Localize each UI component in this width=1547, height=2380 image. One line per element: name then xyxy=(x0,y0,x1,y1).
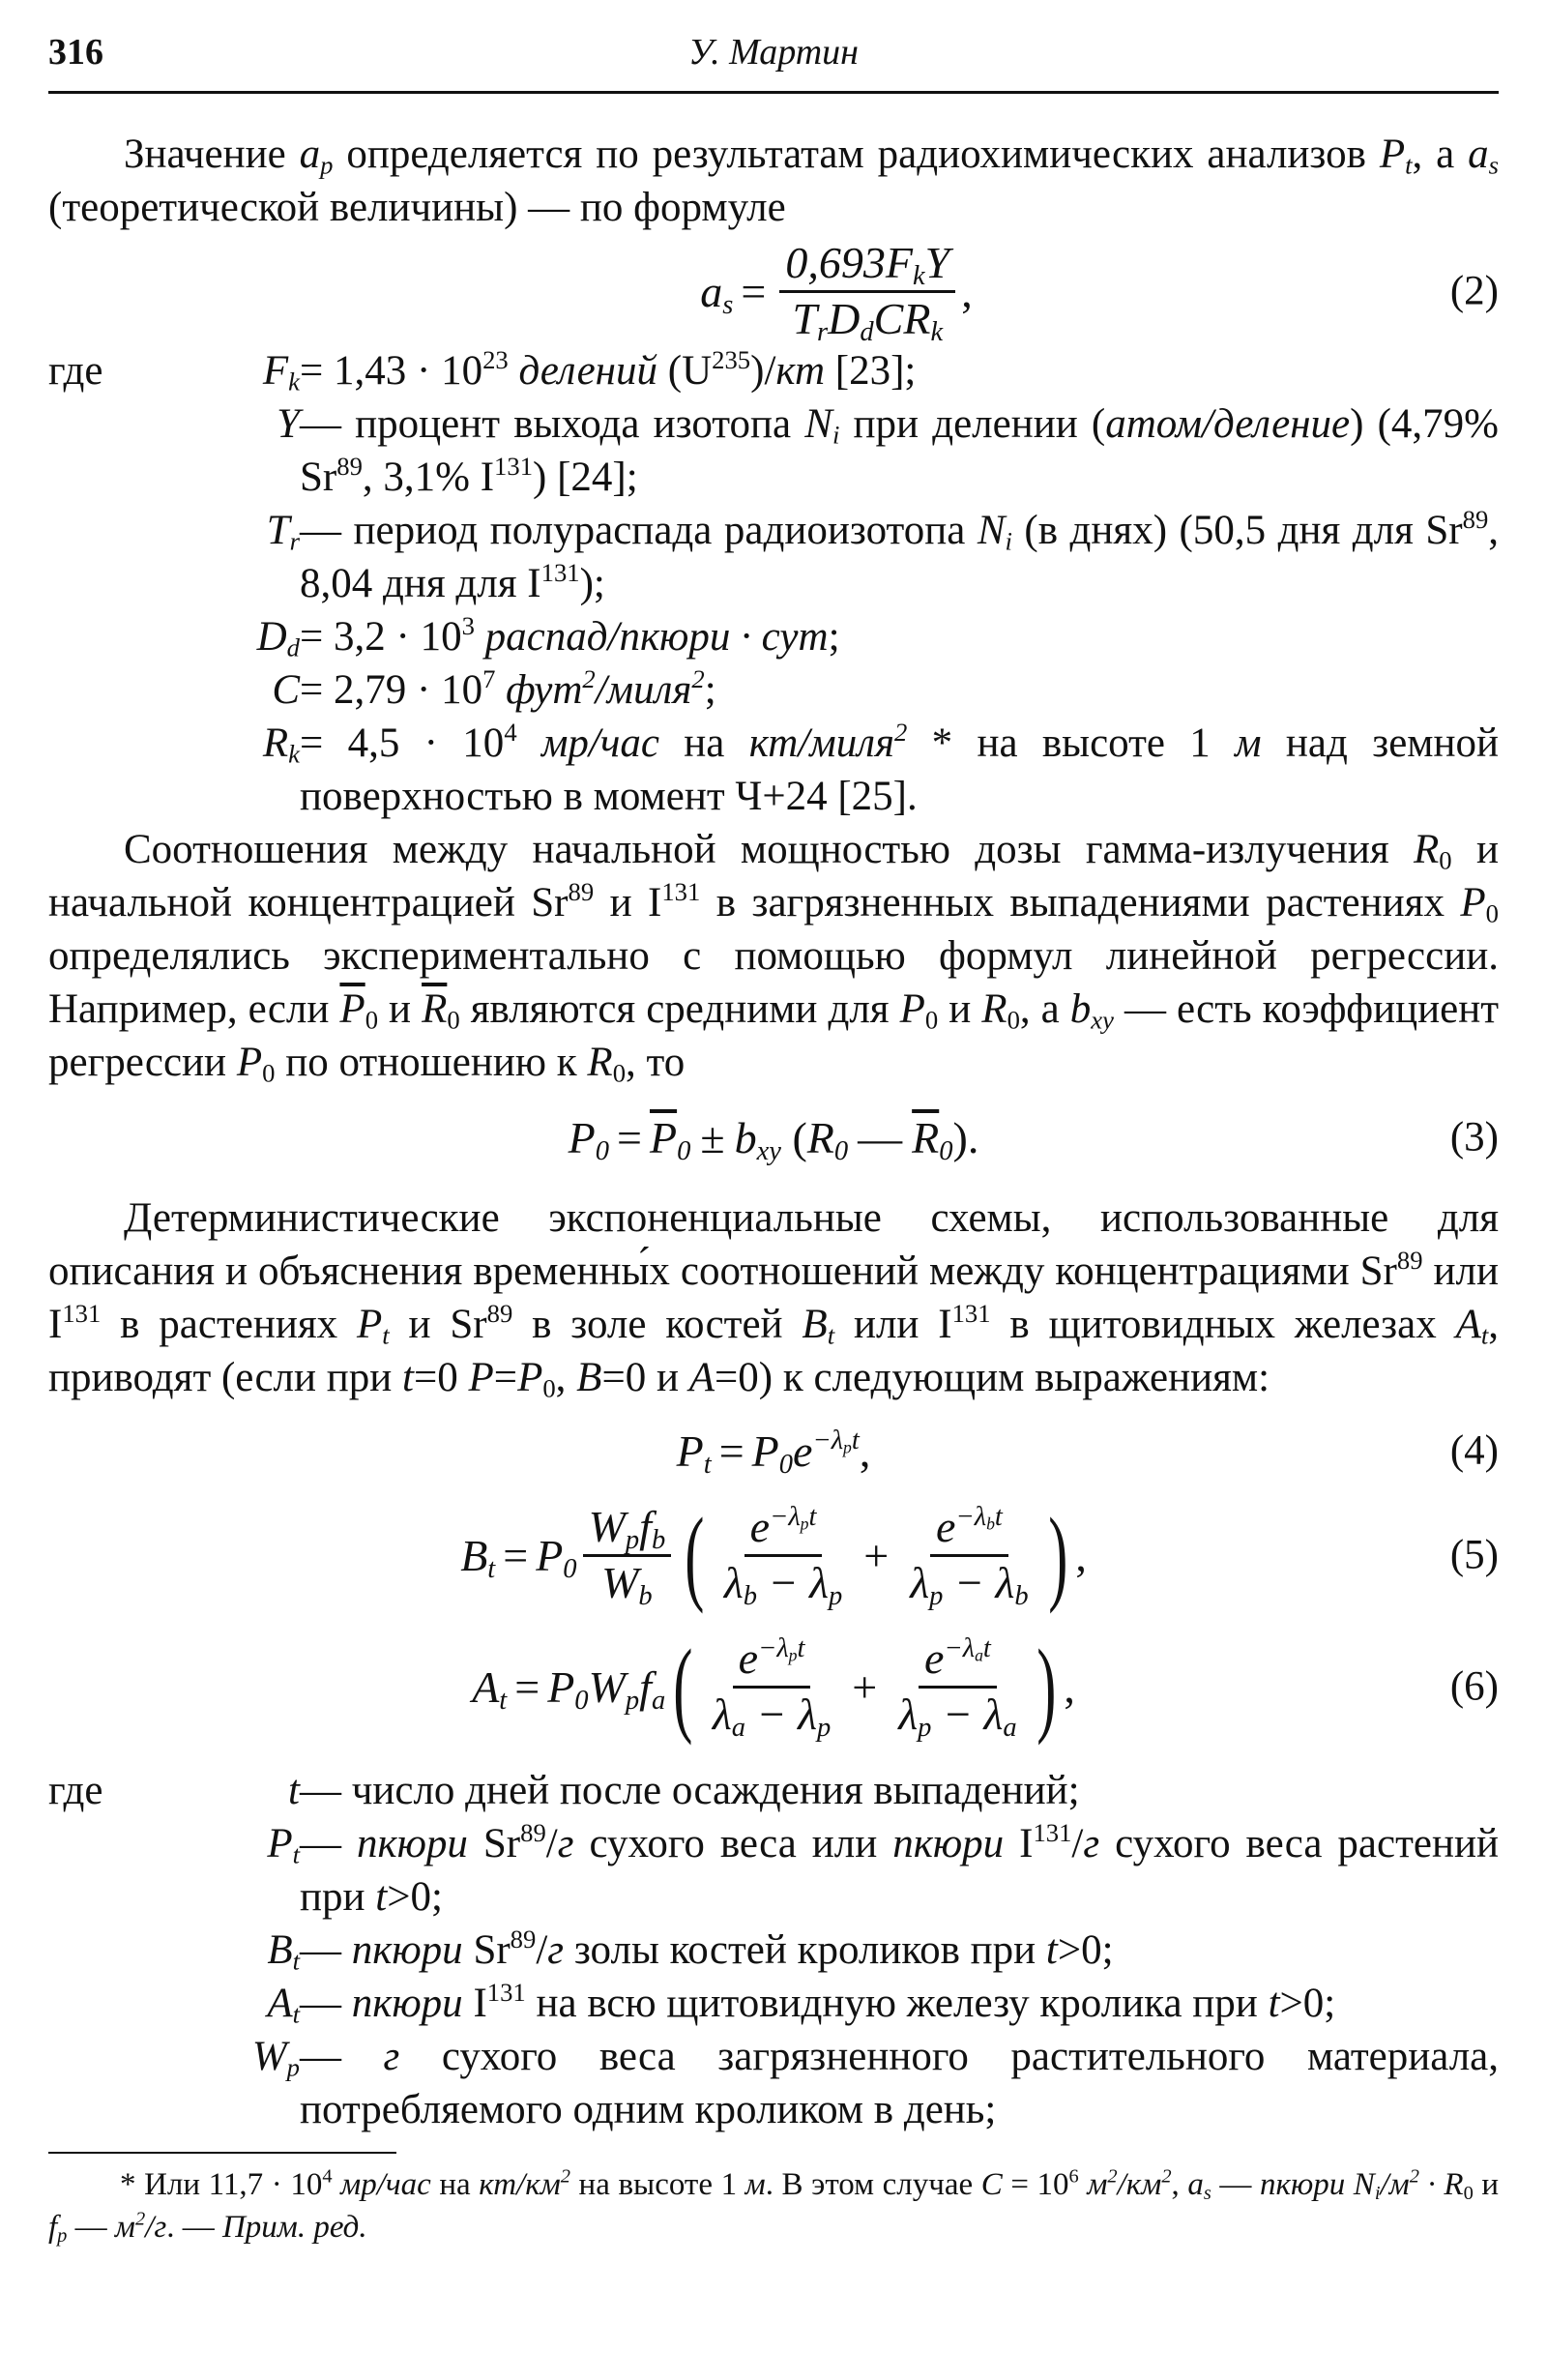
equation-3: $P_0$ = $\overline{P}_0$ ± $b_{xy}$ ( $R_0$ — $\overline{R}_0$ ). (3) xyxy=(568,1112,1499,1166)
equation-6: $A_t$ = $P_0W_pf_a$ ( $\frac{e^{-\lambda_pt}}{\lambda_a - \lambda_p}$ + $\frac{e^{-\lambda_at}}{\lambda_p - \lambda_a}$ ) , (6) xyxy=(472,1628,1499,1746)
definition-row: Y — процент выхода изотопа $N_i$ при делении (атом/деление) (4,79% Sr$^{89}$, 3,1% $I^{131}$) [24]; xyxy=(277,401,1499,500)
paragraph-1: Значение $a_p$ определяется по результатам радиохимических анализов $P_t$, а $a_s$ (теоретической величины) — по формуле xyxy=(48,132,1499,230)
definition-row: $A_t$ — пкюри $I^{131}$ на всю щитовидную железу кролика при t>0; xyxy=(267,1978,1336,2029)
footnote-rule xyxy=(48,2152,396,2154)
equation-number: (6) xyxy=(1449,1663,1499,1710)
definition-list-1 xyxy=(48,344,1499,823)
equation-number: (2) xyxy=(1449,268,1499,314)
definition-row: где $F_k$ = $1,43 \cdot 10^{23}$ делений $(U^{235})/кт$ [23]; xyxy=(48,345,917,397)
page xyxy=(48,21,1499,2248)
definition-row: где t — число дней после осаждения выпадений; xyxy=(48,1764,1499,1817)
equation-number: (5) xyxy=(1449,1532,1499,1578)
equation-number: (3) xyxy=(1449,1114,1499,1161)
equation-number: (4) xyxy=(1449,1427,1499,1474)
definition-row: $R_k$ = $4,5 \cdot 10^4$ мр/час на кт/миля$^2$ * на высоте 1 м над земной поверхностью в момент Ч+24 [25]. xyxy=(262,718,1500,819)
page-number: 316 xyxy=(48,32,103,73)
paragraph-2: Соотношения между начальной мощностью дозы гамма-излучения $R_0$ и начальной концентрацией Sr$^{89}$ и $I^{131}$ в загрязненных выпадениями растениях $P_0$ определялись экспериментально с помощью формул линейной регрессии. Например, если $\overline{P}_0$ и $\overline{R}_0$ являются средними для $P_0$ и $R_0$, а $b_{xy}$ — есть коэффициент регрессии $P_0$ по отношению к $R_0$, то xyxy=(48,827,1499,1088)
running-title: У. Мартин xyxy=(687,32,860,73)
definition-row: C = $2,79 \cdot 10^7$ фут$^2$/миля$^2$; xyxy=(272,664,716,713)
equation-2: $a_s$ = $\frac{0,693F_kY}{T_rD_dCR_k}$ , (2) xyxy=(700,238,1499,347)
equation-5: $B_t$ = $P_0$ $\frac{W_pf_b}{W_b}$ ( $\frac{e^{-\lambda_pt}}{\lambda_b - \lambda_p}$ + $\frac{e^{-\lambda_bt}}{\lambda_p - \lambda_b}$ ) , (5) xyxy=(460,1496,1499,1614)
definition-row: $W_p$ — г сухого веса загрязненного растительного материала, потребляемого одним кроликом в день; xyxy=(251,2034,1499,2132)
definition-row: $P_t$ — пкюри Sr$^{89}$/г сухого веса или пкюри $I^{131}/г$ сухого веса растений при t>0; xyxy=(267,1818,1499,1920)
page-header xyxy=(48,21,1499,87)
where-label: где xyxy=(48,1768,103,1813)
definition-list-2 xyxy=(48,1764,1499,2136)
definition-row: $D_d$ = $3,2 \cdot 10^3$ распад/пкюри · сут; xyxy=(256,611,840,662)
header-rule xyxy=(48,91,1499,94)
where-label: где xyxy=(48,348,103,394)
definition-row: $T_r$ — период полураспада радиоизотопа $N_i$ (в днях) (50,5 дня для Sr$^{89}$, 8,04 дня для $I^{131}$); xyxy=(266,505,1500,606)
equation-4: $P_t$ = $P_0e^{-\lambda_pt}$ , (4) xyxy=(676,1425,1499,1480)
footnote: * Или $11,7 \cdot 10^4$ мр/час на $кт/км^2$ на высоте 1 м. В этом случае $C = 10^6$ $м^2/км^2$, $a_s$ — пкюри $N_i/м^2 \cdot R_0$ и $f_p$ — $м^2/г$. — Прим. ред. xyxy=(48,2165,1500,2248)
definition-row: $B_t$ — пкюри Sr$^{89}$/г золы костей кроликов при t>0; xyxy=(267,1925,1114,1976)
paragraph-3: Детерминистические экспоненциальные схемы, использованные для описания и объяснения временны́х соотношений между концентрациями Sr$^{89}$ или $I^{131}$ в растениях $P_t$ и Sr$^{89}$ в золе костей $B_t$ или $I^{131}$ в щитовидных железах $A_t$, приводят (если при t=0 $P=P_0$, B=0 и A=0) к следующим выражениям: xyxy=(48,1195,1499,1403)
